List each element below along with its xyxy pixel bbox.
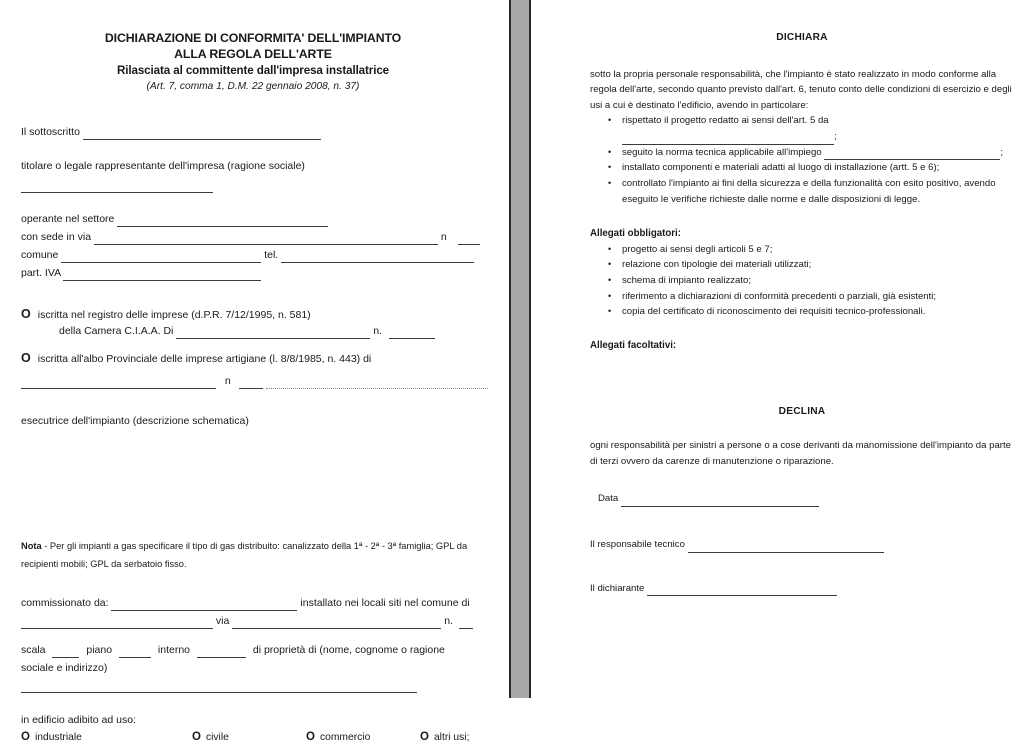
field-comune-label: comune [21,248,59,261]
field-interno-blank[interactable] [197,646,246,658]
document-page-right [531,0,1024,698]
field-via-n-blank[interactable] [459,617,473,629]
field-via-row[interactable] [21,614,485,629]
section-heading-dichiara: DICHIARA [776,32,828,43]
list-item: • schema di impianto realizzato; [622,273,1014,289]
field-albo-dotted-blank[interactable] [266,377,488,389]
field-scala-label: scala [21,644,46,657]
radio-circle-icon[interactable]: O [192,730,201,743]
field-piano-blank[interactable] [119,646,151,658]
field-albo-n-label: n [224,375,231,388]
field-sede-blank[interactable] [94,233,438,245]
list-item [622,113,1014,144]
dichiara-paragraph: sotto la propria personale responsabilità, che l'impianto è stato realizzato in modo conforme alla regola dell'arte, secondo quanto previsto dall'art. 6, tenuto conto delle condizioni di esercizio e degli usi a cui è destinato l'edificio, avendo in particolare: [590,68,1012,111]
field-via-label: via [215,614,230,627]
field-piva-blank[interactable] [63,269,261,281]
field-sottoscritto-blank[interactable] [83,128,321,140]
field-camera-ciaa-blank[interactable] [176,327,370,339]
page-title [21,30,485,95]
option-albo-provinciale-label: iscritta all'albo Provinciale delle imprese artigiane (l. 8/8/1985, n. 443) di [37,352,372,365]
uso-heading: in edificio adibito ad uso: [21,713,136,726]
field-proprieta-label: di proprietà di (nome, cognome o ragione [252,644,445,657]
field-responsabile-tecnico[interactable] [590,537,1014,553]
allegati-facoltativi-heading: Allegati facoltativi: [590,339,677,351]
page-separator-gutter [509,0,531,698]
field-sede-n-blank[interactable] [458,233,480,245]
field-via-blank[interactable] [232,617,441,629]
uso-option-altri-label: altri usi; [433,731,470,743]
list-item: • progetto ai sensi degli articoli 5 e 7; [622,242,1014,258]
declina-paragraph: ogni responsabilità per sinistri a persone o a cose derivanti da manomissione dell'impianto da parte di terzi ovvero da carenze di manutenzione o riparazione. [590,440,1011,467]
field-piano-label: piano [86,644,113,657]
title-line-2: ALLA REGOLA DELL'ARTE [174,47,332,62]
dichiara-bullet-list [590,113,1014,207]
field-piva[interactable] [21,266,485,281]
field-tel-label: tel. [264,248,279,261]
field-titolare-row[interactable] [21,177,485,192]
field-albo-row[interactable] [21,374,485,389]
list-item: • relazione con tipologie dei materiali utilizzati; [622,257,1014,273]
allegati-obbligatori-list [590,242,1014,320]
list-item [622,145,1014,161]
allegati-obbligatori-heading: Allegati obbligatori: [590,228,681,240]
field-camera-ciaa-n-label: n. [373,324,382,337]
radio-circle-icon[interactable]: O [21,307,31,322]
field-via-n-label: n. [444,614,453,627]
document-page-left [0,0,509,743]
list-item [622,160,1014,176]
radio-circle-icon[interactable]: O [420,730,429,743]
uso-option-industriale-label: industriale [34,731,82,743]
bullet-text: rispettato il progetto redatto ai sensi dell'art. 5 da [622,115,829,127]
nota-bold-label: Nota [21,540,42,551]
bullet-text: installato componenti e materiali adatti al luogo di installazione (artt. 5 e 6); [622,162,940,174]
bullet-text: controllato l'impianto ai fini della sicurezza e della funzionalità con esito positivo, avendo eseguito le verifiche richieste dalle norme e dalle disposizioni di legge. [622,177,996,205]
bullet-suffix: ; [834,131,837,143]
uso-option-industriale[interactable] [21,731,192,746]
bullet-blank[interactable] [622,133,834,145]
field-commissionato[interactable] [21,596,485,611]
field-settore[interactable] [21,212,485,227]
list-item [622,176,1014,207]
field-commissionato-label: commissionato da: [21,596,109,609]
field-settore-blank[interactable] [117,215,328,227]
nota-block [21,537,485,574]
title-line-1: DICHIARAZIONE DI CONFORMITA' DELL'IMPIANTO [104,31,402,45]
bullet-suffix: ; [1000,146,1004,158]
field-titolare-label: titolare o legale rappresentante dell'impresa (ragione sociale) [21,160,305,173]
radio-circle-icon[interactable]: O [21,350,31,365]
field-scala-blank[interactable] [52,646,79,658]
option-albo-provinciale[interactable] [21,352,485,367]
radio-circle-icon[interactable]: O [21,730,30,743]
field-sottoscritto[interactable] [21,125,485,140]
field-settore-label: operante nel settore [21,212,115,225]
field-data[interactable] [590,491,1014,507]
field-data-blank[interactable] [621,495,819,507]
title-subtitle: (Art. 7, comma 1, D.M. 22 gennaio 2008, n. 37) [146,81,360,93]
bullet-blank[interactable] [824,148,1000,160]
field-installato-label: installato nei locali siti nel comune di [300,596,470,609]
uso-option-altri[interactable] [420,731,469,746]
field-proprieta-label2: sociale e indirizzo) [21,662,108,675]
uso-option-commercio-label: commercio [319,731,371,743]
uso-option-civile-label: civile [205,731,229,743]
option-registro-imprese[interactable] [21,308,485,323]
field-titolare-blank[interactable] [21,181,213,193]
option-registro-imprese-label: iscritta nel registro delle imprese (d.P.R. 7/12/1995, n. 581) [37,309,311,322]
field-data-label: Data [598,493,619,505]
field-commissionato-blank[interactable] [111,599,297,611]
field-sede-label: con sede in via [21,230,92,243]
field-scala-row[interactable] [21,643,485,658]
field-camera-ciaa-label: della Camera C.I.A.A. Di [59,324,174,337]
bullet-text: seguito la norma tecnica applicabile all'impiego [622,146,822,158]
field-dichiarante[interactable] [590,581,1014,597]
field-albo-n-blank[interactable] [239,377,263,389]
field-comune[interactable] [21,248,485,263]
field-responsabile-tecnico-label: Il responsabile tecnico [590,539,685,550]
field-tel-blank[interactable] [281,251,474,263]
uso-options-row [21,731,485,746]
field-sede-n-label: n [440,230,447,243]
field-albo-blank[interactable] [21,377,216,389]
list-item: • copia del certificato di riconoscimento dei requisiti tecnico-professionali. [622,304,1014,320]
radio-circle-icon[interactable]: O [306,730,315,743]
field-sede[interactable] [21,230,485,245]
section-heading-declina: DECLINA [778,405,826,417]
uso-option-civile[interactable] [192,731,306,746]
field-responsabile-tecnico-blank[interactable] [688,541,884,553]
field-indirizzo-blank[interactable] [21,617,213,629]
field-esecutrice-label: esecutrice dell'impianto (descrizione schematica) [21,415,249,428]
field-camera-ciaa[interactable] [59,324,485,339]
title-line-3: Rilasciata al committente dall'impresa installatrice [116,63,390,77]
uso-option-commercio[interactable] [306,731,420,746]
field-dichiarante-blank[interactable] [647,584,837,596]
field-camera-ciaa-n-blank[interactable] [389,327,435,339]
field-dichiarante-label: Il dichiarante [590,582,645,594]
list-item: • riferimento a dichiarazioni di conformità precedenti o parziali, già esistenti; [622,289,1014,305]
field-piva-label: part. IVA [21,267,61,280]
field-comune-blank[interactable] [61,251,261,263]
nota-body: - Per gli impianti a gas specificare il tipo di gas distribuito: canalizzato della 1ª - 2ª - 3ª famiglia; GPL da recipienti mobili; GPL da serbatoio fisso. [21,540,468,570]
field-sottoscritto-label: Il sottoscritto [21,125,80,138]
field-interno-label: interno [157,644,191,657]
